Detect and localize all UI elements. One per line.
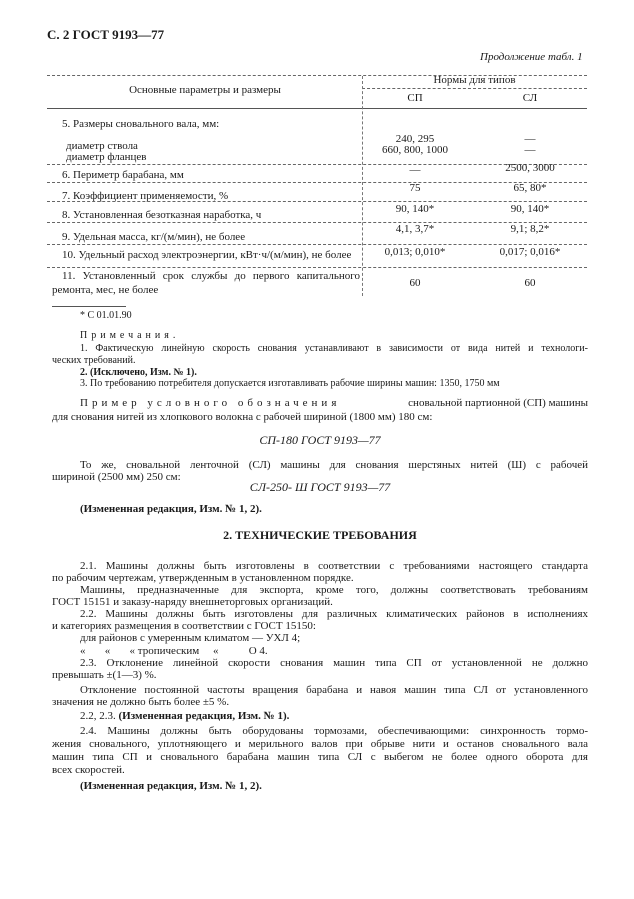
revision-note: (Измененная редакция, Изм. № 1). (118, 710, 290, 722)
cell-sl: 90, 140* (510, 203, 550, 215)
paragraph-line: машин типа СП и сновального барабана машин типа СЛ с выбегом не более одного оборота для (52, 751, 588, 763)
example-intro (80, 397, 588, 409)
cell-sl: 2500, 3000 (505, 162, 555, 174)
paragraph-line: значения не должно быть более ±5 %. (52, 696, 230, 708)
cell-sl: — (524, 144, 536, 156)
row-label: 9. Удельная масса, кг/(м/мин), не более (62, 231, 246, 243)
row-rule (47, 201, 587, 202)
example-intro-rest: сновальной партионной (СП) машины (408, 397, 588, 409)
paragraph-line: ГОСТ 15151 и заказу-наряду внешнеторговых организаций. (52, 596, 333, 608)
column-header-norms: Нормы для типов (433, 74, 516, 86)
note-3: 3. По требованию потребителя допускается изготавливать рабочие ширины машин: 1350, 1750 мм (80, 378, 500, 389)
row-label: 6. Периметр барабана, мм (62, 169, 184, 181)
notes-title: Примечания. (80, 330, 180, 341)
row-label: 5. Размеры сновального вала, мм: (62, 118, 220, 130)
column-header-sp: СП (407, 92, 423, 104)
note-2: 2. (Исключено, Изм. № 1). (80, 367, 197, 378)
revision-note: (Измененная редакция, Изм. № 1, 2). (80, 780, 262, 792)
cell-sp: 60 (409, 277, 421, 289)
paragraph-line: 2.2. Машины должны быть изготовлены для различных климатических районов в исполнениях (80, 608, 588, 620)
cell-sl: — (524, 133, 536, 145)
revision-note: (Измененная редакция, Изм. № 1, 2). (80, 503, 262, 515)
cell-sl: 9,1; 8,2* (510, 223, 550, 235)
paragraph-line: Отклонение постоянной частоты вращения барабана и навоя машин типа СЛ от установленного (80, 684, 588, 696)
row-sublabel: диаметр ствола (66, 140, 138, 152)
cell-sp: — (409, 164, 421, 176)
example-line: шириной (2500 мм) 250 см: (52, 471, 181, 483)
section-heading: 2. ТЕХНИЧЕСКИЕ ТРЕБОВАНИЯ (223, 528, 417, 542)
column-divider (362, 76, 363, 296)
cell-sp: 660, 800, 1000 (382, 144, 448, 156)
revision-ref: 2.2, 2.3. (80, 710, 116, 722)
paragraph-line: Машины, предназначенные для экспорта, кроме того, должны соответствовать требованиям (80, 584, 588, 596)
row-label: 10. Удельный расход электроэнергии, кВт·ч/(м/мин), не более (62, 249, 352, 261)
row-rule (47, 267, 587, 268)
cell-sl: 65, 80* (513, 182, 547, 194)
example-line: То же, сновальной ленточной (СЛ) машины для снования шерстяных нитей (Ш) с рабочей (80, 459, 588, 471)
row-sublabel: диаметр фланцев (66, 151, 147, 163)
paragraph-line: « « « тропическим « О 4. (80, 645, 268, 657)
column-header-params: Основные параметры и размеры (129, 84, 281, 96)
cell-sp: 90, 140* (395, 203, 435, 215)
paragraph-line: жения сновального, уплотняющего и мерильного валов при обрыве нити и останов сновального вала (52, 738, 588, 750)
table-continuation-label: Продолжение табл. 1 (480, 51, 583, 63)
paragraph-line: 2.1. Машины должны быть изготовлены в соответствии с требованиями настоящего стандарта (80, 560, 588, 572)
cell-sp: 0,013; 0,010* (384, 246, 446, 258)
cell-sl: 0,017; 0,016* (499, 246, 561, 258)
paragraph-line: для районов с умеренным климатом — УХЛ 4; (80, 632, 301, 644)
row-label: 7. Коэффициент применяемости, % (62, 190, 229, 202)
paragraph-line: по рабочим чертежам, утвержденным в установленном порядке. (52, 572, 354, 584)
paragraph-line: и категориях размещения в соответствии с ГОСТ 15150: (52, 620, 316, 632)
footnote: * С 01.01.90 (80, 310, 132, 321)
row-label: ремонта, мес, не более (52, 284, 159, 296)
note-1: 1. Фактическую линейную скорость снования устанавливают в зависимости от вида нитей и технологи- (80, 343, 588, 354)
note-1-cont: ческих требований. (52, 355, 136, 366)
cell-sp: 240, 295 (395, 133, 435, 145)
row-label: 8. Установленная безотказная наработка, ч (62, 209, 262, 221)
designation-sl: СЛ-250- Ш ГОСТ 9193—77 (249, 480, 391, 494)
header-bottom-rule (47, 108, 587, 109)
paragraph-line: 2.4. Машины должны быть оборудованы тормозами, обеспечивающими: синхронность тормо- (80, 725, 588, 737)
footnote-rule (52, 306, 126, 307)
row-rule (47, 244, 587, 245)
example-intro-spaced: Пример условного обозначения (80, 397, 341, 409)
paragraph-line: превышать ±(1—3) %. (52, 669, 157, 681)
cell-sp: 4,1, 3,7* (395, 223, 435, 235)
header-sub-rule (362, 88, 587, 89)
row-label: 11. Установленный срок службы до первого капитального (62, 270, 360, 282)
cell-sp: 75 (409, 182, 421, 194)
revision-line (80, 710, 588, 722)
page-title: С. 2 ГОСТ 9193—77 (47, 27, 165, 42)
cell-sl: 60 (524, 277, 536, 289)
designation-sp: СП-180 ГОСТ 9193—77 (259, 433, 381, 447)
paragraph-line: 2.3. Отклонение линейной скорости снования машин типа СП от установленной не должно (80, 657, 588, 669)
column-header-sl: СЛ (522, 92, 538, 104)
paragraph-line: всех скоростей. (52, 764, 125, 776)
example-line: для снования нитей из хлопкового волокна с рабочей шириной (1800 мм) 180 см: (52, 411, 433, 423)
